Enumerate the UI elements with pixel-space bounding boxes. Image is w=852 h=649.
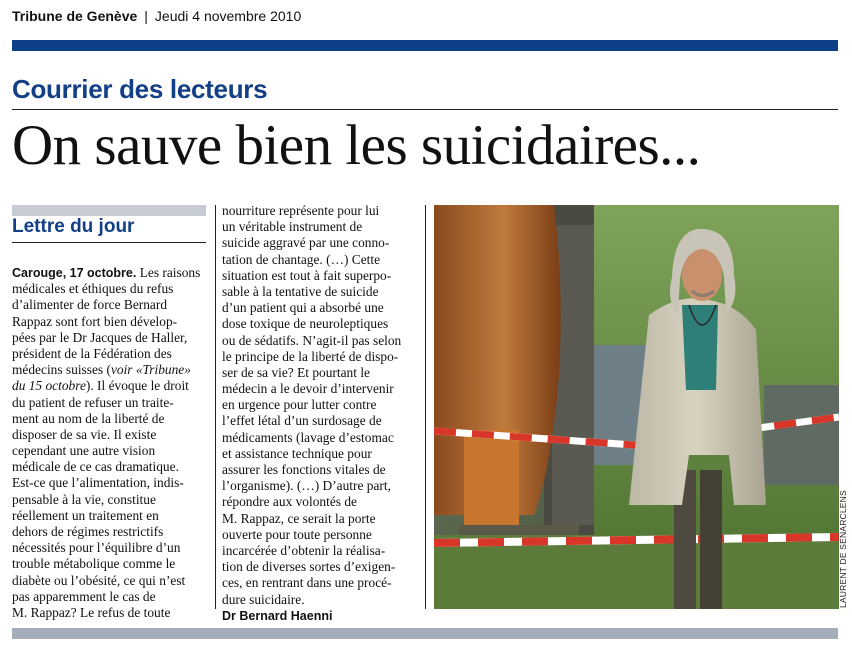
article-line: le principe de la liberté de dispo- xyxy=(222,348,399,364)
article-line: M. Rappaz, ce serait la porte xyxy=(222,510,376,526)
article-line: disposer de sa vie. Il existe xyxy=(12,426,157,442)
article-line: médicale de ce cas dramatique. xyxy=(12,459,179,475)
article-line: incarcérée d’obtenir la réalisa- xyxy=(222,542,386,558)
article-line: diabète ou l’obésité, ce qui n’est xyxy=(12,572,186,588)
article-line: et assistance technique pour xyxy=(222,445,372,461)
citation-reference: voir «Tribune» xyxy=(110,362,191,378)
article-line: suicide aggravé par une conno- xyxy=(222,235,390,251)
section-title: Courrier des lecteurs xyxy=(12,74,268,104)
article-line: pensable à la vie, constitue xyxy=(12,491,156,507)
section-divider xyxy=(12,109,838,110)
photo-credit: LAURENT DE SENARCLENS xyxy=(838,490,848,608)
masthead xyxy=(12,8,301,24)
article-line: Carouge, 17 octobre. Les raisons xyxy=(12,265,201,280)
article-line: d’alimenter de force Bernard xyxy=(12,297,168,313)
article-line: sable à la tentative de suicide xyxy=(222,283,379,299)
article-line: nécessités pour l’équilibre d’un xyxy=(12,540,181,556)
article-line: médecins suisses (voir «Tribune» xyxy=(12,362,191,378)
issue-date: Jeudi 4 novembre 2010 xyxy=(154,8,302,24)
article-line: ouverte pour toute personne xyxy=(222,526,372,542)
column-header-divider xyxy=(12,242,206,243)
article-line: ment au nom de la liberté de xyxy=(12,410,165,426)
article-line: ser de sa vie? Et pourtant le xyxy=(222,364,370,380)
masthead-separator: | xyxy=(144,8,148,24)
article-line: Rappaz sont fort bien dévelop- xyxy=(12,313,178,329)
article-line: médecin a le devoir d’intervenir xyxy=(222,381,394,397)
article-line: président de la Fédération des xyxy=(12,345,172,361)
article-line: tation de chantage. (…) Cette xyxy=(222,251,381,267)
article-line: nourriture représente pour lui xyxy=(222,203,380,218)
article-line: assurer les fonctions vitales de xyxy=(222,462,386,477)
article-line: ou de sédatifs. N’agit-il pas selon xyxy=(222,332,402,348)
article-line: en urgence pour lutter contre xyxy=(222,397,377,413)
article-column-2 xyxy=(222,203,418,624)
article-line: médicales et éthiques du refus xyxy=(12,281,174,297)
article-line: du 15 octobre). Il évoque le droit xyxy=(12,378,189,394)
citation-date: du 15 octobre xyxy=(12,378,86,394)
article-line: l’effet létal d’un surdosage de xyxy=(222,413,382,429)
top-color-bar xyxy=(12,40,838,51)
article-line: Est-ce que l’alimentation, indis- xyxy=(12,475,184,491)
headline: On sauve bien les suicidaires... xyxy=(12,114,701,177)
article-column-1 xyxy=(12,265,208,621)
article-line: cependant une autre vision xyxy=(12,443,156,459)
article-line: dehors de régimes restrictifs xyxy=(12,524,164,539)
article-line: ces, en rentrant dans une procé- xyxy=(222,575,392,591)
column-divider xyxy=(215,205,216,609)
column-header-bar xyxy=(12,205,206,216)
article-line: pas apparemment le cas de xyxy=(12,588,156,604)
article-line: M. Rappaz? Le refus de toute xyxy=(12,604,171,620)
article-line: situation est tout à fait superpo- xyxy=(222,267,392,283)
column-divider xyxy=(425,205,426,609)
article-line: réellement un traitement en xyxy=(12,507,159,523)
article-line: d’un patient qui a absorbé une xyxy=(222,300,384,316)
article-line: dose toxique de neuroleptiques xyxy=(222,316,389,332)
article-line: l’organisme). (…) D’autre part, xyxy=(222,478,391,494)
article-line: médicaments (lavage d’estomac xyxy=(222,429,394,445)
article-line: pées par le Dr Jacques de Haller, xyxy=(12,329,188,345)
article-photo xyxy=(434,205,839,609)
newspaper-name: Tribune de Genève xyxy=(12,8,138,24)
photo-illustration xyxy=(434,205,839,609)
article-line: trouble métabolique comme le xyxy=(12,556,176,572)
article-line: du patient de refuser un traite- xyxy=(12,394,174,410)
article-line: tion de diverses sortes d’exigen- xyxy=(222,559,396,575)
dateline: Carouge, 17 octobre. xyxy=(12,266,137,280)
article-line: un véritable instrument de xyxy=(222,219,363,235)
column-header: Lettre du jour xyxy=(12,216,135,237)
article-line: dure suicidaire. xyxy=(222,591,305,607)
bottom-color-bar xyxy=(12,628,838,639)
article-line: répondre aux volontés de xyxy=(222,494,357,510)
signature: Dr Bernard Haenni xyxy=(222,608,333,623)
